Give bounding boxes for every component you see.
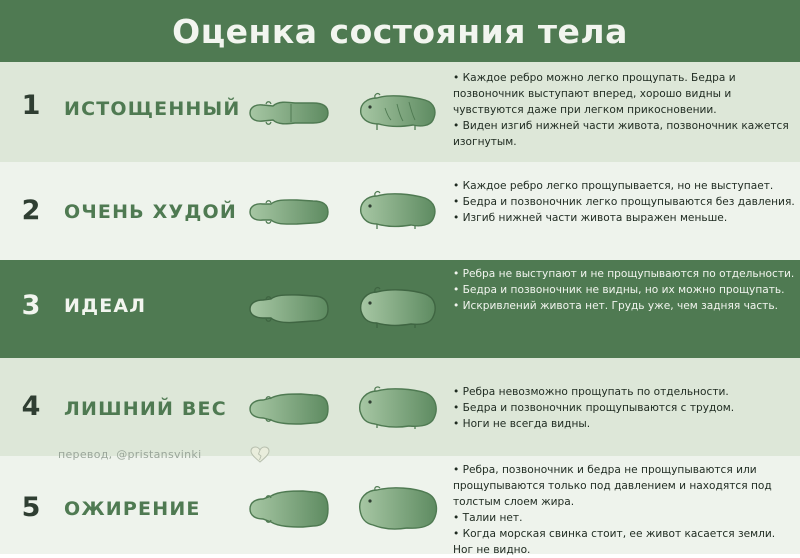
description-bullet: • Когда морская свинка стоит, ее живот касается земли. Ног не видно. [453,528,776,556]
guinea-pig-side-view-icon [355,486,439,532]
description-bullet: • Искривлений живота нет. Грудь уже, чем задняя часть. [453,300,778,312]
condition-row-5 [0,456,800,554]
translation-credit: перевод, @pristansvinki [58,448,202,461]
condition-row-4 [0,358,800,456]
page-title: Оценка состояния тела [172,11,628,51]
description-bullet: • Виден изгиб нижней части живота, позвоночник кажется изогнутым. [453,120,789,148]
condition-row-2 [0,162,800,260]
condition-row-3 [0,260,800,358]
condition-number: 1 [21,90,41,121]
guinea-pig-top-view-icon [247,489,331,529]
condition-number: 3 [21,290,41,321]
guinea-pig-top-view-icon [247,195,331,229]
condition-number: 2 [21,195,41,226]
condition-row-1 [0,62,800,162]
description-bullet: • Каждое ребро можно легко прощупать. Бедра и позвоночник выступают вперед, хорошо видны и чувствуются даже при легком прикосновении. [453,72,736,116]
description-bullet: • Талии нет. [453,512,523,524]
guinea-pig-side-view-icon [355,286,439,332]
condition-label: ИСТОЩЕННЫЙ [64,98,241,120]
description-bullet: • Ребра не выступают и не прощупываются по отдельности. [453,268,795,280]
description-bullet: • Ребра невозможно прощупать по отдельности. [453,386,729,398]
description-bullet: • Ноги не всегда видны. [453,418,591,430]
condition-number: 4 [21,391,41,422]
guinea-pig-side-view-icon [355,386,439,432]
condition-label: ЛИШНИЙ ВЕС [64,398,227,420]
description-bullet: • Бедра и позвоночник прощупываются с трудом. [453,402,735,414]
header-bar [0,0,800,62]
description-bullet: • Каждое ребро легко прощупывается, но не выступает. [453,180,774,192]
condition-label: ОЧЕНЬ ХУДОЙ [64,201,237,223]
guinea-pig-top-view-icon [247,96,331,130]
description-bullet: • Ребра, позвоночник и бедра не прощупываются или прощупываются только под давлением и находятся под толстым слоем жира. [453,464,772,508]
guinea-pig-side-view-icon [355,90,439,134]
condition-number: 5 [21,492,41,523]
condition-description [453,70,795,150]
guinea-pig-top-view-icon [247,291,331,327]
heart-icon [250,446,270,464]
condition-description [453,462,795,558]
condition-label: ОЖИРЕНИЕ [64,498,201,520]
condition-label: ИДЕАЛ [64,295,147,317]
condition-description [453,178,795,226]
condition-description [453,266,795,314]
description-bullet: • Изгиб нижней части живота выражен меньше. [453,212,728,224]
guinea-pig-top-view-icon [247,391,331,427]
description-bullet: • Бедра и позвоночник легко прощупываются без давления. [453,196,795,208]
condition-description [453,384,795,432]
description-bullet: • Бедра и позвоночник не видны, но их можно прощупать. [453,284,785,296]
guinea-pig-side-view-icon [355,189,439,233]
